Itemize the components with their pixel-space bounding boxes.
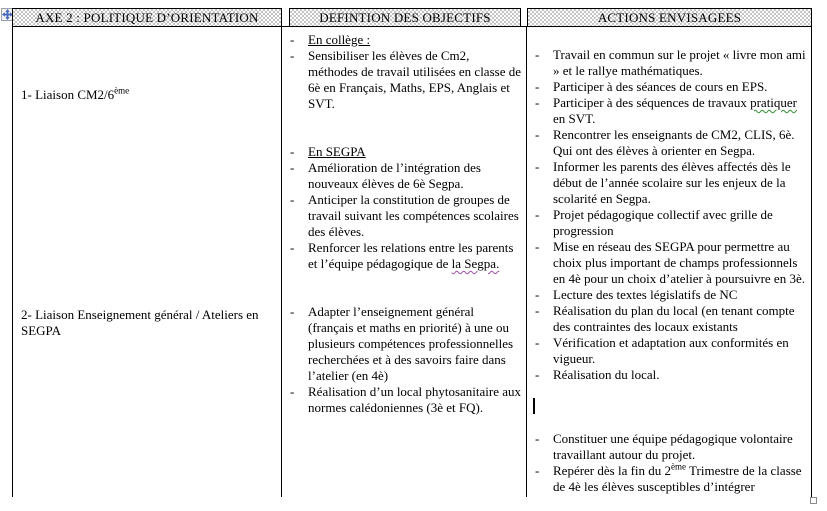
list-item[interactable] bbox=[290, 32, 522, 48]
empty-paragraph bbox=[290, 288, 522, 304]
dash-bullet: - bbox=[290, 384, 295, 399]
list-item[interactable] bbox=[535, 367, 807, 383]
dash-bullet: - bbox=[290, 304, 295, 319]
list-item-text: Amélioration de l’intégration des nouveaux élèves de 6è Segpa. bbox=[308, 160, 481, 191]
dash-bullet: - bbox=[290, 160, 295, 175]
list-item[interactable] bbox=[290, 240, 522, 272]
list-item[interactable] bbox=[290, 304, 522, 384]
list-item[interactable] bbox=[535, 239, 807, 287]
spellcheck-marked-text: la Segpa. bbox=[451, 256, 500, 271]
list-item-text: Lecture des textes législatifs de NC bbox=[553, 287, 738, 302]
cell-objectifs[interactable] bbox=[282, 27, 527, 497]
dash-bullet: - bbox=[290, 48, 295, 63]
list-item-text: Anticiper la constitution de groupes de travail suivant les compétences scolaires des élèves. bbox=[308, 192, 519, 239]
axe-1-text: 1- Liaison CM2/6 bbox=[21, 87, 115, 102]
header-cell-actions[interactable] bbox=[527, 8, 812, 27]
dash-bullet: - bbox=[290, 144, 295, 159]
list-item[interactable] bbox=[535, 303, 807, 335]
list-item[interactable] bbox=[535, 207, 807, 239]
dash-bullet: - bbox=[290, 240, 295, 255]
empty-paragraph bbox=[290, 112, 522, 128]
list-item[interactable] bbox=[535, 335, 807, 367]
list-item-text: En SEGPA bbox=[308, 144, 366, 159]
list-item-text: Informer les parents des élèves affectés dès le début de l’année scolaire sur les enjeux de la scolarité en Segpa. bbox=[553, 159, 791, 206]
header-label: ACTIONS ENVISAGEES bbox=[597, 9, 742, 25]
dash-bullet: - bbox=[535, 127, 540, 142]
table-body-row bbox=[12, 26, 812, 497]
list-item[interactable] bbox=[535, 47, 807, 79]
empty-paragraph bbox=[290, 128, 522, 144]
list-item-text: Adapter l’enseignement général (français et maths en priorité) à une ou plusieurs compétences professionnelles recherchées et à des savoirs faire dans l’atelier (en 4è) bbox=[308, 304, 514, 383]
dash-bullet: - bbox=[535, 95, 540, 110]
list-item-text: Rencontrer les enseignants de CM2, CLIS, 6è. Qui ont des élèves à orienter en Segpa. bbox=[553, 127, 795, 158]
dash-bullet: - bbox=[290, 32, 295, 47]
table-resize-handle[interactable] bbox=[810, 497, 817, 504]
header-label: AXE 2 : POLITIQUE D’ORIENTATION bbox=[35, 9, 259, 25]
axe-2-text: 2- Liaison Enseignement général / Ateliers en SEGPA bbox=[21, 307, 259, 338]
empty-paragraph bbox=[535, 31, 807, 47]
list-item[interactable] bbox=[535, 287, 807, 303]
empty-paragraph bbox=[535, 383, 807, 399]
list-item-text: Constituer une équipe pédagogique volontaire travaillant autour du projet. bbox=[553, 431, 793, 462]
header-cell-objectifs[interactable] bbox=[289, 8, 521, 27]
cell-axes[interactable] bbox=[13, 27, 282, 497]
dash-bullet: - bbox=[290, 192, 295, 207]
list-item-text: Participer à des séquences de travaux pratiquer en SVT. bbox=[553, 95, 798, 126]
list-item-text: Sensibiliser les élèves de Cm2, méthodes de travail utilisées en classe de 6è en Français, Maths, EPS, Anglais et SVT. bbox=[308, 48, 521, 111]
axe-1-superscript: ème bbox=[114, 85, 130, 96]
list-item-text: En collège : bbox=[308, 32, 371, 47]
list-item[interactable] bbox=[535, 431, 807, 463]
axe-item-1[interactable] bbox=[21, 87, 275, 103]
empty-paragraph bbox=[535, 399, 807, 415]
text-cursor bbox=[533, 398, 535, 414]
dash-bullet: - bbox=[535, 79, 540, 94]
list-item-text: Réalisation d’un local phytosanitaire aux normes calédoniennes (3è et FQ). bbox=[308, 384, 521, 415]
list-item[interactable] bbox=[290, 144, 522, 160]
dash-bullet: - bbox=[535, 335, 540, 350]
objectifs-list bbox=[290, 32, 522, 416]
dash-bullet: - bbox=[535, 207, 540, 222]
dash-bullet: - bbox=[535, 287, 540, 302]
spellcheck-marked-text: pratiquer bbox=[750, 95, 798, 110]
list-item-text: Travail en commun sur le projet « livre mon ami » et le rallye mathématiques. bbox=[553, 47, 806, 78]
list-item-text: Mise en réseau des SEGPA pour permettre au choix plus important de champs professionnels en 4è pour un choix d’atelier à poursuivre en 3è. bbox=[553, 239, 805, 286]
header-label: DEFINTION DES OBJECTIFS bbox=[319, 9, 491, 25]
list-item-text: Projet pédagogique collectif avec grille de progression bbox=[553, 207, 773, 238]
list-item[interactable] bbox=[290, 384, 522, 416]
dash-bullet: - bbox=[535, 303, 540, 318]
header-cell-axe[interactable] bbox=[12, 8, 282, 27]
dash-bullet: - bbox=[535, 239, 540, 254]
list-item-text: Réalisation du local. bbox=[553, 367, 660, 382]
dash-bullet: - bbox=[535, 431, 540, 446]
cell-actions[interactable] bbox=[527, 27, 811, 497]
list-item[interactable] bbox=[535, 127, 807, 159]
axe-item-2[interactable] bbox=[21, 307, 275, 339]
list-item[interactable] bbox=[535, 95, 807, 127]
list-item[interactable] bbox=[290, 192, 522, 240]
list-item[interactable] bbox=[535, 463, 807, 495]
list-item[interactable] bbox=[535, 159, 807, 207]
list-item-text: Vérification et adaptation aux conformités en vigueur. bbox=[553, 335, 789, 366]
list-item-text: Réalisation du plan du local (en tenant compte des contraintes des locaux existants bbox=[553, 303, 795, 334]
dash-bullet: - bbox=[535, 159, 540, 174]
list-item-text: Repérer dès la fin du 2ème Trimestre de la classe de 4è les élèves susceptibles d’intégrer bbox=[553, 461, 802, 494]
actions-list bbox=[535, 31, 807, 495]
dash-bullet: - bbox=[535, 47, 540, 62]
empty-paragraph bbox=[290, 272, 522, 288]
list-item[interactable] bbox=[290, 160, 522, 192]
list-item-text: Participer à des séances de cours en EPS. bbox=[553, 79, 768, 94]
list-item[interactable] bbox=[535, 79, 807, 95]
list-item[interactable] bbox=[290, 48, 522, 112]
empty-paragraph bbox=[535, 415, 807, 431]
dash-bullet: - bbox=[535, 367, 540, 382]
list-item-text: Renforcer les relations entre les parents et l’équipe pédagogique de la Segpa. bbox=[308, 240, 514, 271]
dash-bullet: - bbox=[535, 463, 540, 478]
